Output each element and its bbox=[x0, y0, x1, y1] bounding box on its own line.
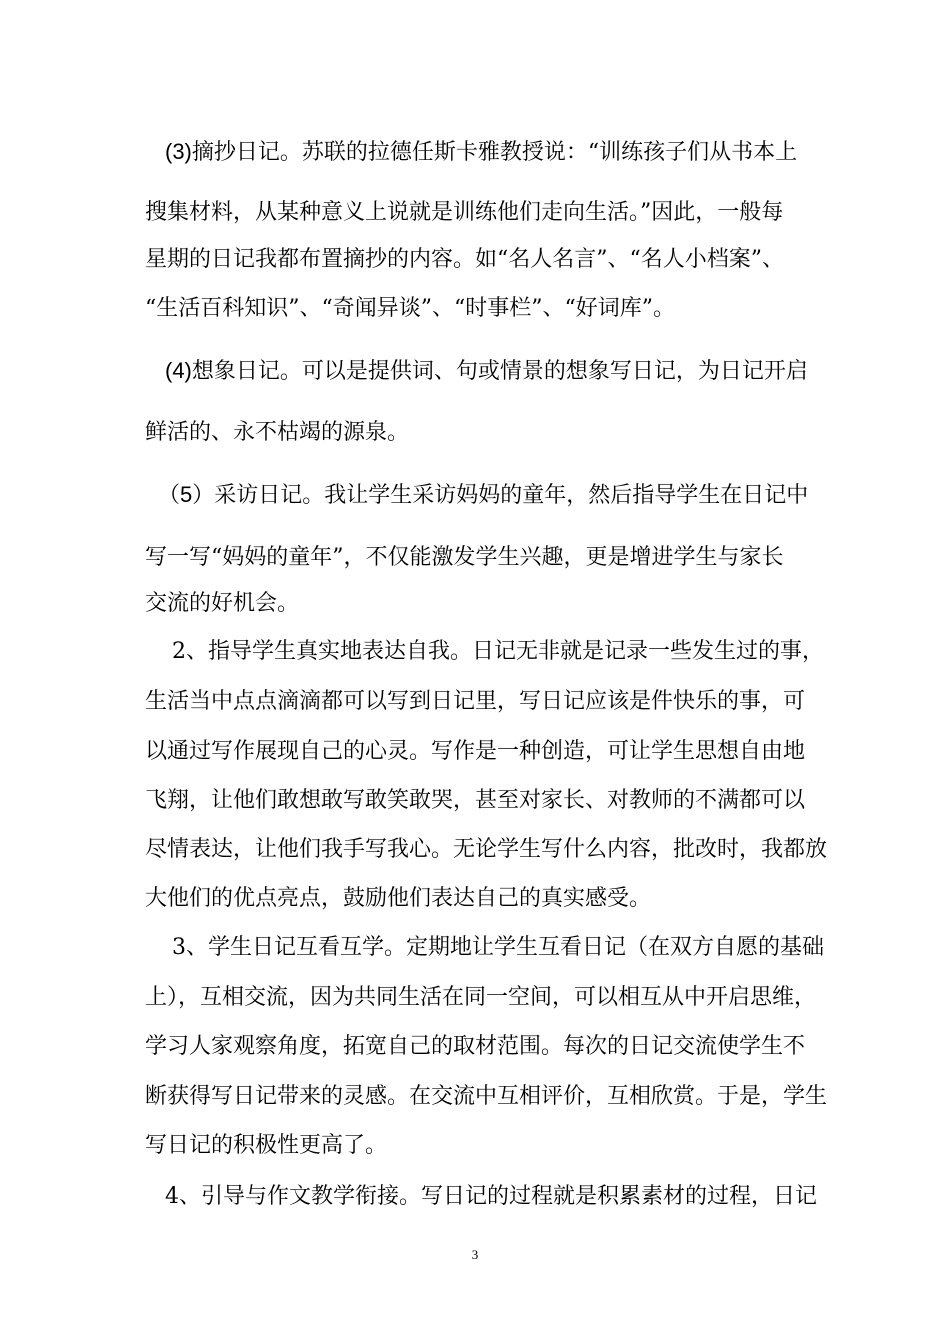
paragraph-line: 3、学生日记互看互学。定期地让学生互看日记（在双方自愿的基础 bbox=[172, 935, 825, 960]
paragraph-line: 鲜活的、永不枯竭的源泉。 bbox=[145, 420, 410, 445]
paragraph-line: 断获得写日记带来的灵感。在交流中互相评价，互相欣赏。于是，学生 bbox=[145, 1084, 828, 1109]
paragraph-label: 2 bbox=[172, 639, 186, 664]
paragraph-line: 星期的日记我都布置摘抄的内容。如“名人名言”、“名人小档案”、 bbox=[145, 247, 784, 272]
page-number: 3 bbox=[471, 1247, 479, 1262]
paragraph-line: 大他们的优点亮点，鼓励他们表达自己的真实感受。 bbox=[145, 886, 652, 911]
paragraph-line: 生活当中点点滴滴都可以写到日记里，写日记应该是件快乐的事，可 bbox=[145, 689, 806, 714]
paragraph-label: （5） bbox=[158, 482, 215, 507]
paragraph-line: 写一写“妈妈的童年”，不仅能激发学生兴趣，更是增进学生与家长 bbox=[145, 545, 784, 570]
paragraph-line: 以通过写作展现自己的心灵。写作是一种创造，可让学生思想自由地 bbox=[145, 739, 806, 764]
paragraph-label: (3) bbox=[165, 139, 192, 164]
paragraph-line: 上），互相交流，因为共同生活在同一空间，可以相互从中开启思维， bbox=[145, 985, 817, 1010]
paragraph-line: 飞翔，让他们敢想敢写敢笑敢哭，甚至对家长、对教师的不满都可以 bbox=[145, 788, 806, 813]
paragraph-line: 搜集材料，从某种意义上说就是训练他们走向生活。”因此，一般每 bbox=[145, 200, 784, 225]
paragraph-line: (3)摘抄日记。苏联的拉德任斯卡雅教授说：“训练孩子们从书本上 bbox=[165, 139, 798, 165]
paragraph-line: 学习人家观察角度，拓宽自己的取材范围。每次的日记交流使学生不 bbox=[145, 1034, 806, 1059]
paragraph-line: (4)想象日记。可以是提供词、句或情景的想象写日记，为日记开启 bbox=[165, 358, 808, 384]
paragraph-line: 交流的好机会。 bbox=[145, 591, 300, 616]
paragraph-label: (4) bbox=[165, 358, 192, 383]
paragraph-line: （5）采访日记。我让学生采访妈妈的童年，然后指导学生在日记中 bbox=[158, 482, 809, 508]
paragraph-line: 4、引导与作文教学衔接。写日记的过程就是积累素材的过程，日记 bbox=[165, 1184, 818, 1209]
paragraph-line: “生活百科知识”、“奇闻异谈”、“时事栏”、“好词库”。 bbox=[145, 296, 675, 321]
paragraph-line: 尽情表达，让他们我手写我心。无论学生写什么内容，批改时，我都放 bbox=[145, 837, 828, 862]
paragraph-label: 3 bbox=[172, 935, 186, 960]
paragraph-label: 4 bbox=[165, 1184, 179, 1209]
paragraph-line: 2、指导学生真实地表达自我。日记无非就是记录一些发生过的事， bbox=[172, 639, 825, 664]
paragraph-line: 写日记的积极性更高了。 bbox=[145, 1133, 388, 1158]
